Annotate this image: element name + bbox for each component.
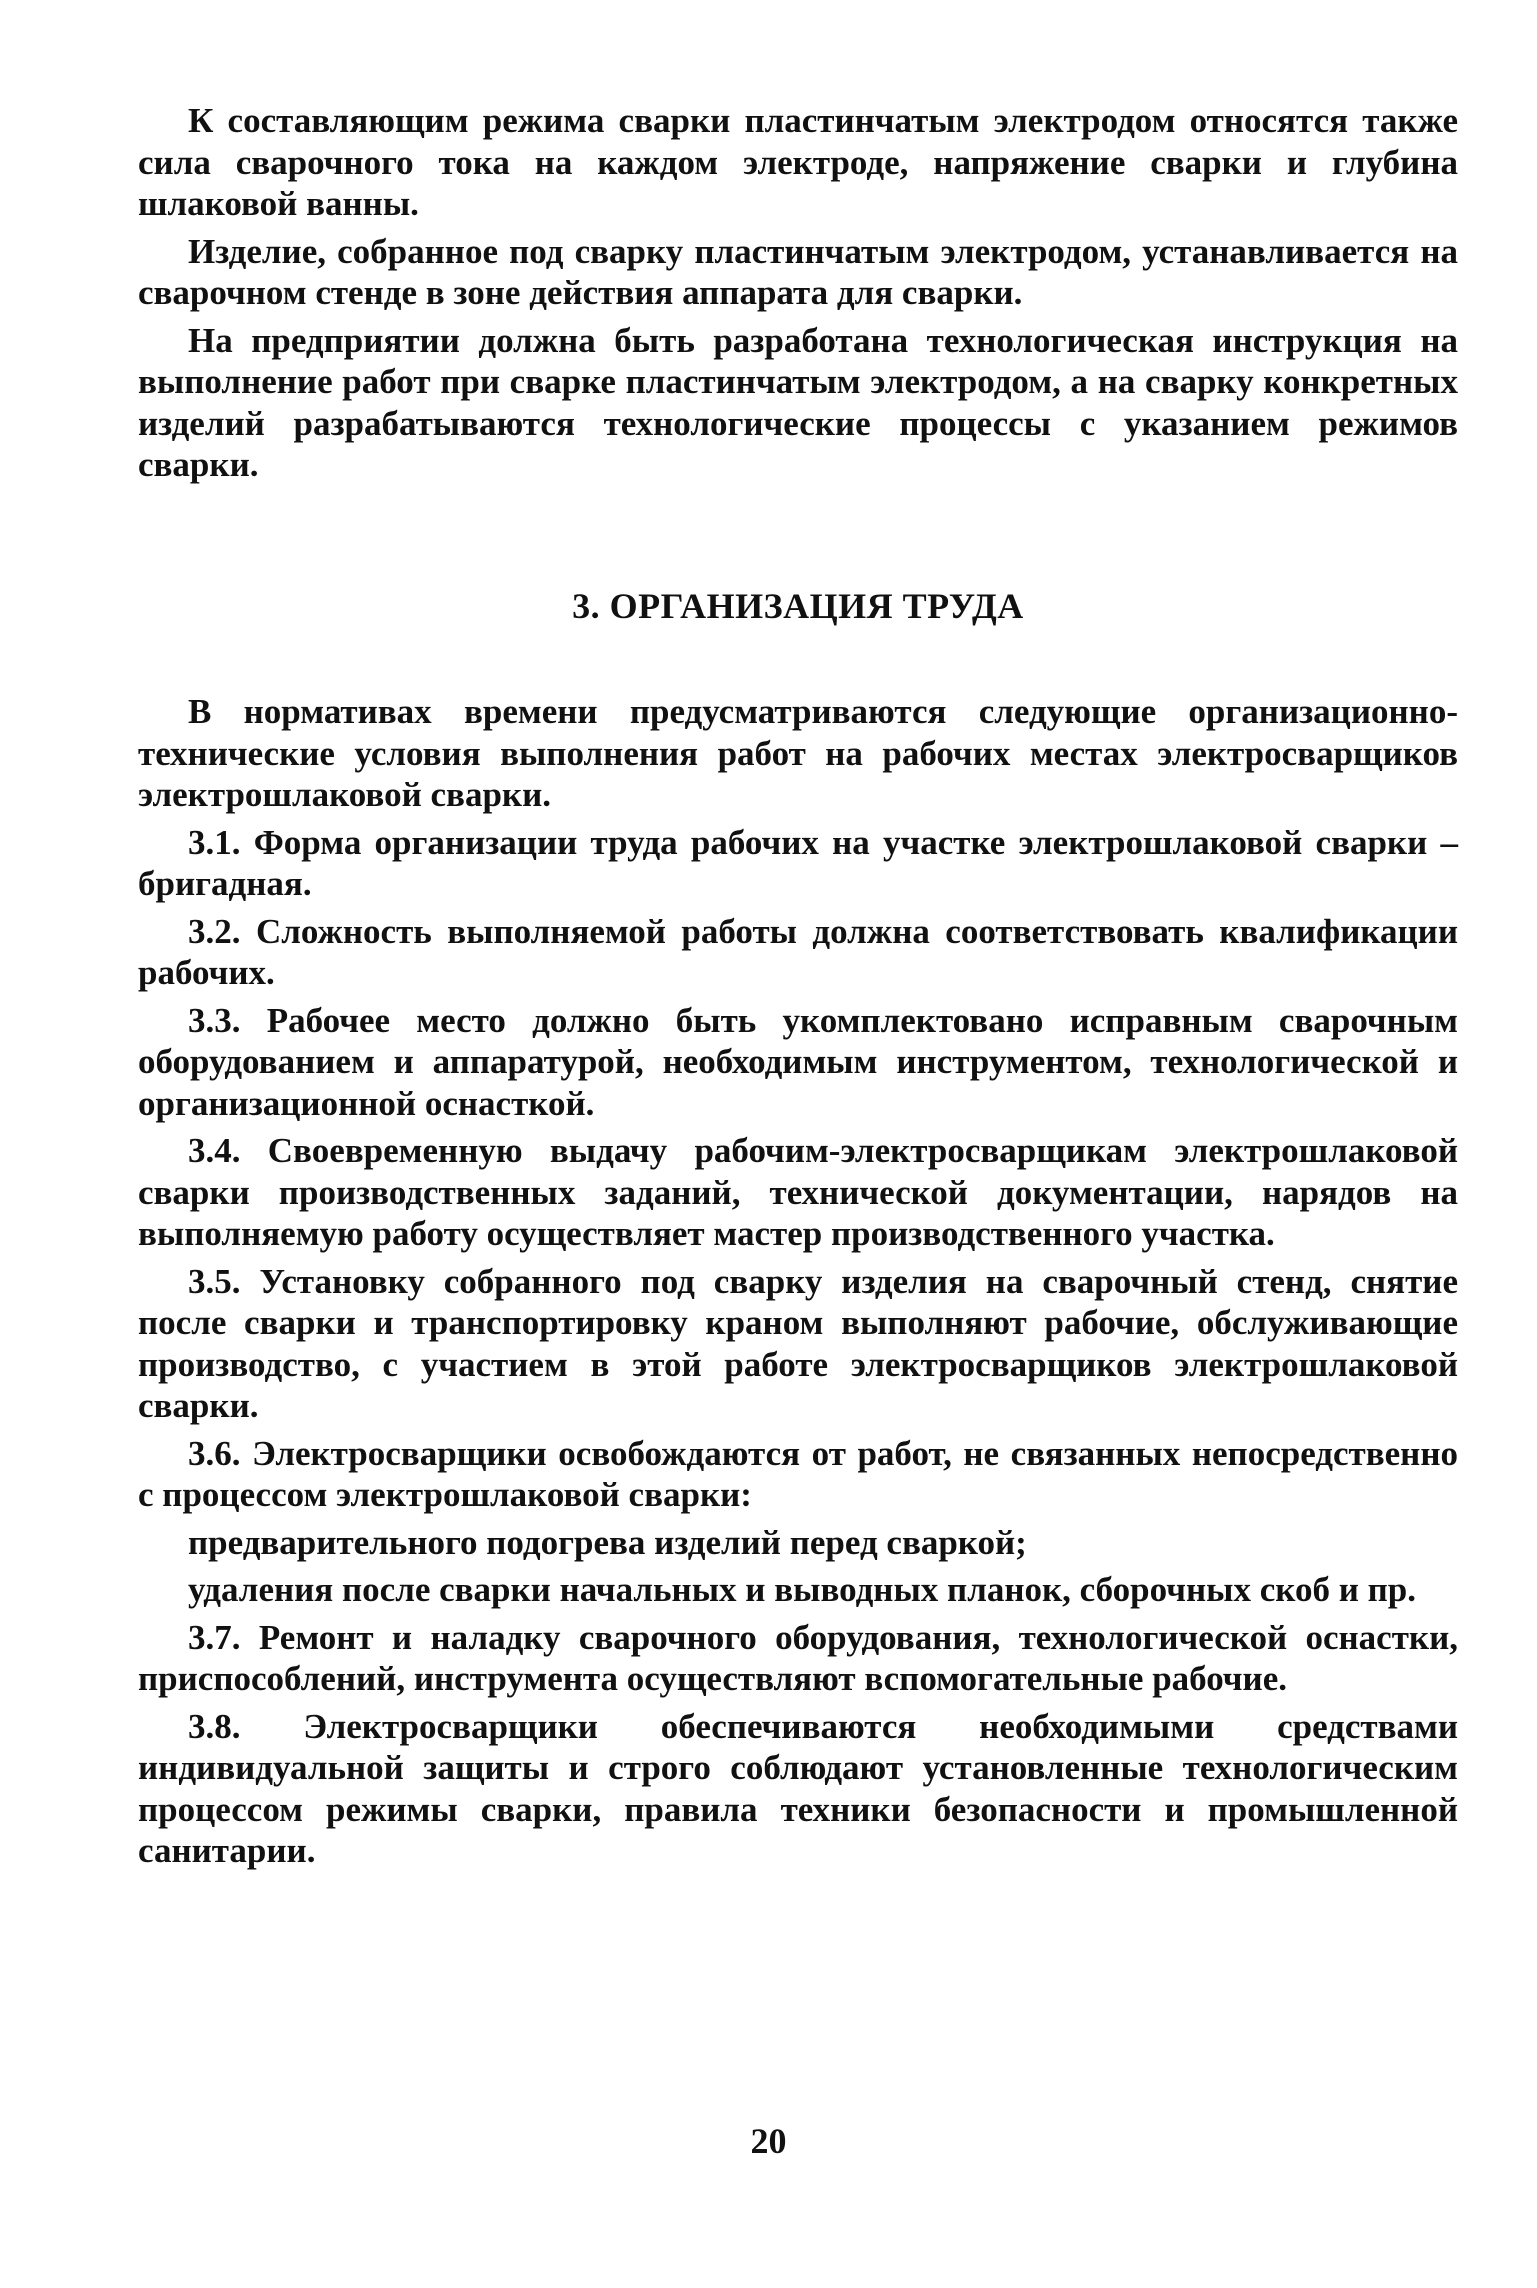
page-body [138,100,1458,1878]
intro-paragraph-2: Изделие, собранное под сварку пластинчатым электродом, устанавливается на сварочном стенде в зоне действия аппарата для сварки. [138,231,1458,312]
page-number: 20 [750,2121,787,2161]
section-title: 3. ОРГАНИЗАЦИЯ ТРУДА [572,585,1024,626]
item-3-1: 3.1. Форма организации труда рабочих на участке электрошлаковой сварки – бригадная. [138,822,1458,903]
intro-paragraph-1: К составляющим режима сварки пластинчатым электродом относятся также сила сварочного тока на каждом электроде, напряжение сварки и глубина шлаковой ванны. [138,101,1458,223]
section-lead-paragraph: В нормативах времени предусматриваются следующие организационно-технические условия выполнения работ на рабочих местах электросварщиков электрошлаковой сварки. [138,692,1458,814]
item-3-3: 3.3. Рабочее место должно быть укомплектовано исправным сварочным оборудованием и аппаратурой, необходимым инструментом, технологической и организационной оснасткой. [138,1000,1458,1123]
item-3-6-sub-2: удаления после сварки начальных и выводных планок, сборочных скоб и пр. [188,1570,1417,1609]
item-3-8: 3.8. Электросварщики обеспечиваются необходимыми средствами индивидуальной защиты и строго соблюдают установленные технологическим процессом режимы сварки, правила техники безопасности и промышленной санитарии. [138,1706,1458,1870]
item-3-6: 3.6. Электросварщики освобождаются от работ, не связанных непосредственно с процессом электрошлаковой сварки: [138,1433,1458,1514]
item-3-6-sub-1: предварительного подогрева изделий перед сваркой; [188,1522,1027,1562]
item-3-7: 3.7. Ремонт и наладку сварочного оборудования, технологической оснастки, приспособлений, инструмента осуществляют вспомогательные рабочие. [138,1617,1458,1698]
item-3-2: 3.2. Сложность выполняемой работы должна соответствовать квалификации рабочих. [138,911,1458,992]
item-3-4: 3.4. Своевременную выдачу рабочим-электросварщикам электрошлаковой сварки производственных заданий, технической документации, нарядов на выполняемую работу осуществляет мастер производственного участка. [138,1131,1458,1253]
intro-paragraph-3: На предприятии должна быть разработана технологическая инструкция на выполнение работ при сварке пластинчатым электродом, а на сварку конкретных изделий разрабатываются технологические процессы с указанием режимов сварки. [138,320,1458,484]
item-3-5: 3.5. Установку собранного под сварку изделия на сварочный стенд, снятие после сварки и транспортировку краном выполняют рабочие, обслуживающие производство, с участием в этой работе электросварщиков электрошлаковой сварки. [138,1261,1458,1425]
